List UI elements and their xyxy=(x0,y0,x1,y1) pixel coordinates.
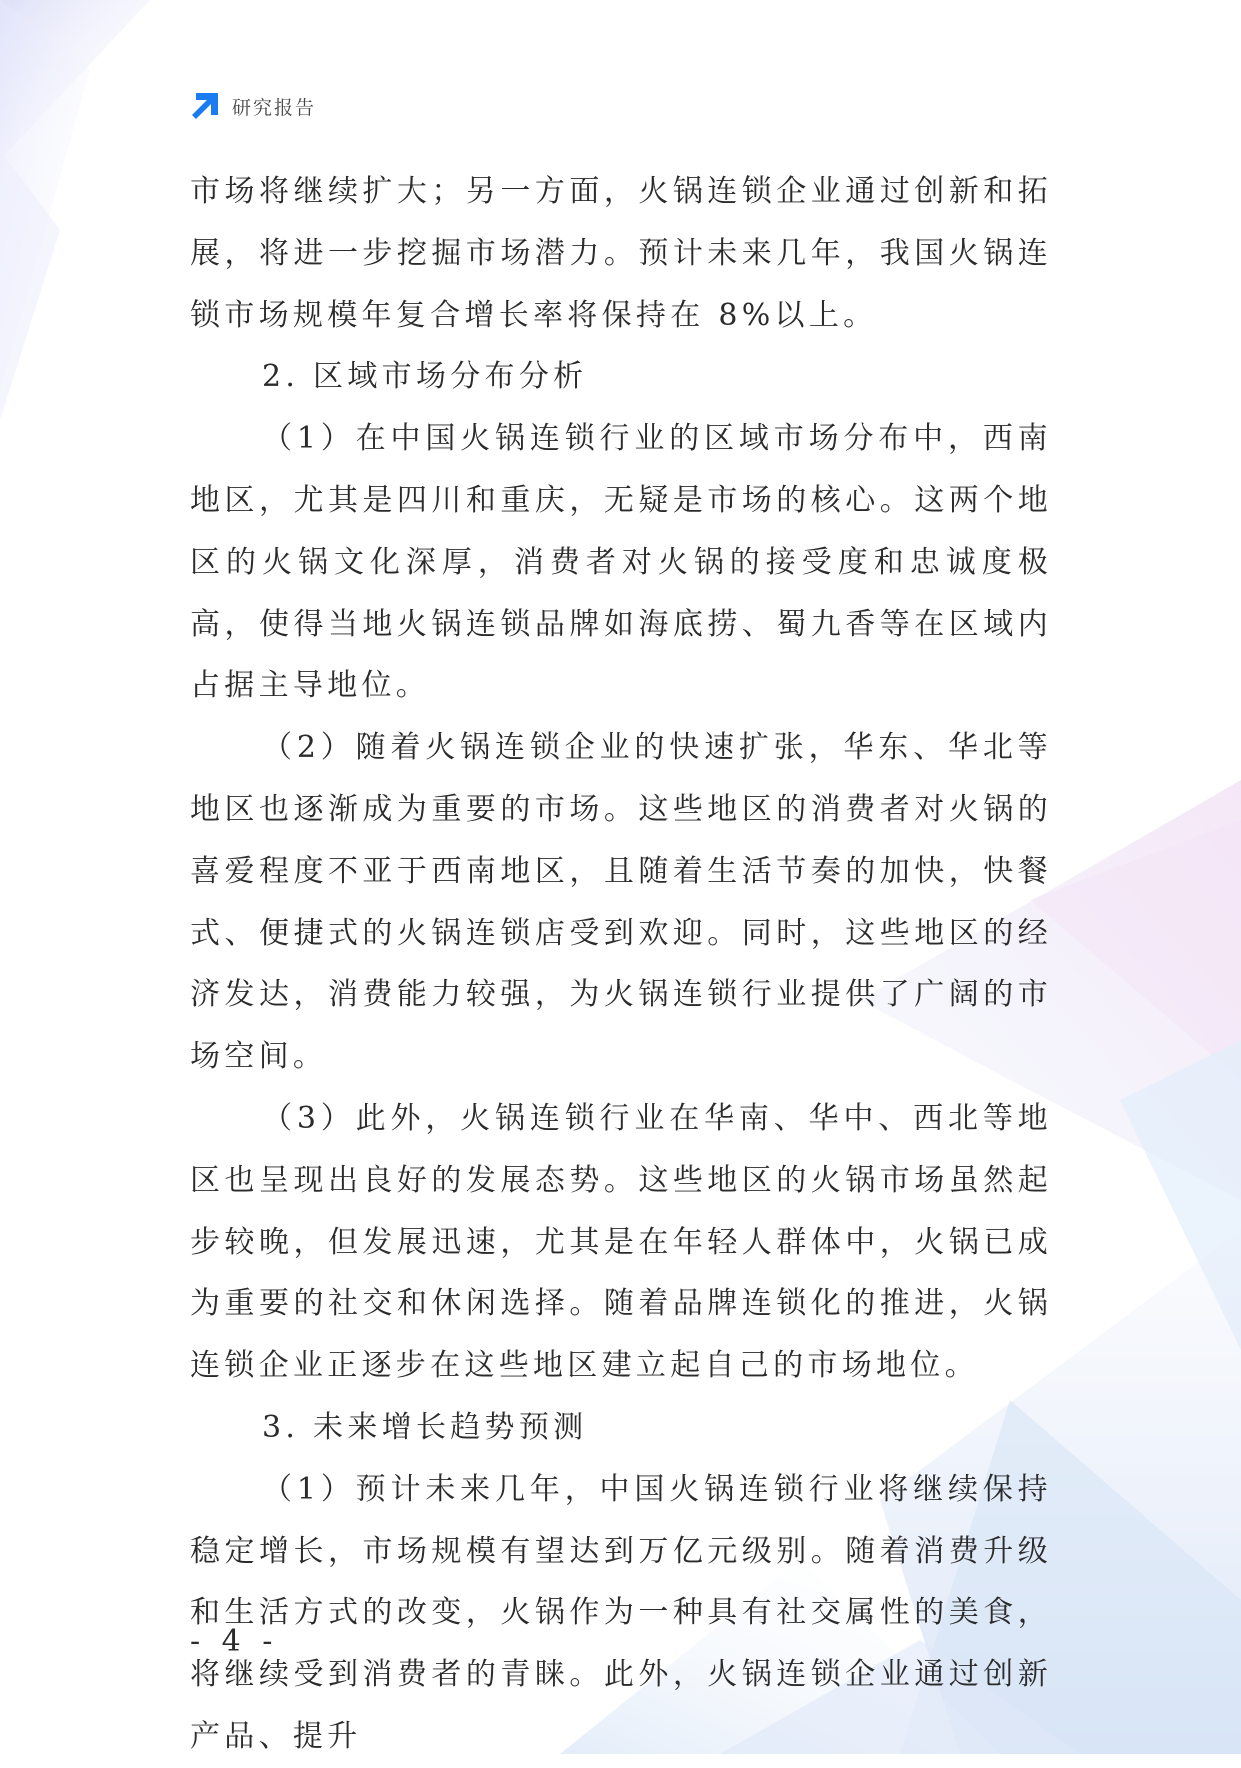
document-body xyxy=(190,161,1052,1768)
arrow-up-right-icon xyxy=(188,89,222,123)
page-number: - 4 - xyxy=(190,1624,279,1659)
paragraph-other-regions: （3）此外，火锅连锁行业在华南、华中、西北等地区也呈现出良好的发展态势。这些地区的火锅市场虽然起步较晚，但发展迅速，尤其是在年轻人群体中，火锅已成为重要的社交和休闲选择。随着品牌连锁化的推进，火锅连锁企业正逐步在这些地区建立起自己的市场地位。 xyxy=(190,1100,1052,1384)
paragraph-continuation: 市场将继续扩大；另一方面，火锅连锁企业通过创新和拓展，将进一步挖掘市场潜力。预计未来几年，我国火锅连锁市场规模年复合增长率将保持在 8%以上。 xyxy=(190,174,1052,333)
header-title: 研究报告 xyxy=(232,96,317,119)
paragraph-east-north: （2）随着火锅连锁企业的快速扩张，华东、华北等地区也逐渐成为重要的市场。这些地区的消费者对火锅的喜爱程度不亚于西南地区，且随着生活节奏的加快，快餐式、便捷式的火锅连锁店受到欢迎。同时，这些地区的经济发达，消费能力较强，为火锅连锁行业提供了广阔的市场空间。 xyxy=(190,730,1052,1075)
paragraph-southwest: （1）在中国火锅连锁行业的区域市场分布中，西南地区，尤其是四川和重庆，无疑是市场的核心。这两个地区的火锅文化深厚，消费者对火锅的接受度和忠诚度极高，使得当地火锅连锁品牌如海底捞、蜀九香等在区域内占据主导地位。 xyxy=(190,421,1052,704)
paragraph-forecast: （1）预计未来几年，中国火锅连锁行业将继续保持稳定增长，市场规模有望达到万亿元级别。随着消费升级和生活方式的改变，火锅作为一种具有社交属性的美食，将继续受到消费者的青睐。此外，火锅连锁企业通过创新产品、提升 xyxy=(190,1471,1052,1754)
section-heading-growth-forecast: 3. 未来增长趋势预测 xyxy=(262,1409,588,1445)
report-header xyxy=(188,88,316,124)
section-heading-regional-distribution: 2. 区域市场分布分析 xyxy=(262,359,588,395)
